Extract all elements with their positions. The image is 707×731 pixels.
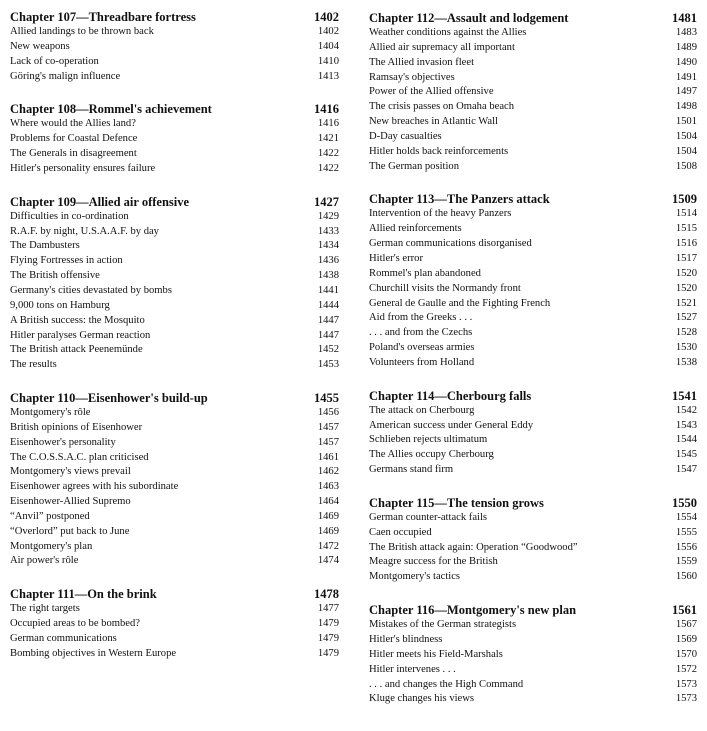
entry-title: Montgomery's rôle xyxy=(10,407,91,419)
entry-page-number: 1530 xyxy=(675,342,697,354)
entry-page-number: 1477 xyxy=(317,603,339,615)
entry-title: The results xyxy=(10,359,57,371)
chapter-title: Chapter 114—Cherbourg falls xyxy=(369,388,532,403)
entry-title: General de Gaulle and the Fighting French xyxy=(369,297,551,309)
entry-page-number: 1429 xyxy=(317,210,339,222)
toc-entry xyxy=(10,147,339,162)
entry-page-number: 1508 xyxy=(675,160,697,172)
entry-page-number: 1498 xyxy=(675,101,697,113)
toc-entry xyxy=(10,343,339,358)
chapter-heading xyxy=(10,102,339,117)
chapter-title: Chapter 109—Allied air offensive xyxy=(10,194,190,209)
chapter-heading xyxy=(369,192,697,207)
chapter-page-number: 1416 xyxy=(314,102,339,117)
toc-entry xyxy=(369,341,697,356)
entry-page-number: 1497 xyxy=(675,86,697,98)
entry-title: . . . and changes the High Command xyxy=(369,678,524,690)
toc-entry xyxy=(369,130,697,145)
entry-page-number: 1520 xyxy=(675,267,697,279)
entry-page-number: 1479 xyxy=(317,647,339,659)
entry-page-number: 1538 xyxy=(675,356,697,368)
entry-title: The Allies occupy Cherbourg xyxy=(369,449,494,461)
toc-entry xyxy=(10,495,339,510)
entry-page-number: 1489 xyxy=(675,41,697,53)
entry-page-number: 1504 xyxy=(675,130,697,142)
entry-page-number: 1515 xyxy=(675,223,697,235)
entry-page-number: 1422 xyxy=(317,148,339,160)
entry-page-number: 1521 xyxy=(675,297,697,309)
entry-title: Allied landings to be thrown back xyxy=(10,26,154,37)
toc-entry xyxy=(10,510,339,525)
entry-page-number: 1404 xyxy=(317,40,339,52)
toc-entry xyxy=(369,433,697,448)
toc-entry xyxy=(369,448,697,463)
entry-page-number: 1543 xyxy=(675,419,697,431)
toc-entry xyxy=(369,26,697,41)
toc-entry xyxy=(369,692,697,707)
entry-title: Caen occupied xyxy=(369,526,432,538)
toc-right-column xyxy=(369,0,697,725)
entry-title: Germany's cities devastated by bombs xyxy=(10,284,172,296)
entry-page-number: 1569 xyxy=(675,634,697,645)
chapter-block xyxy=(369,389,697,478)
toc-entry xyxy=(369,404,697,419)
entry-page-number: 1452 xyxy=(317,344,339,356)
toc-entry xyxy=(10,554,339,569)
entry-title: Where would the Allies land? xyxy=(10,118,136,130)
chapter-block xyxy=(10,195,339,373)
chapter-heading xyxy=(10,391,339,406)
chapter-block xyxy=(369,603,697,707)
toc-entry xyxy=(369,663,697,678)
chapter-heading xyxy=(369,389,697,404)
toc-entry xyxy=(369,618,697,633)
toc-entry xyxy=(369,237,697,252)
entry-title: Power of the Allied offensive xyxy=(369,86,494,98)
chapter-page-number: 1455 xyxy=(314,391,339,406)
chapter-title: Chapter 111—On the brink xyxy=(10,587,157,602)
entry-title: 9,000 tons on Hamburg xyxy=(10,299,110,311)
chapter-page-number: 1427 xyxy=(314,194,339,209)
entry-page-number: 1453 xyxy=(317,359,339,371)
entry-page-number: 1461 xyxy=(317,451,339,463)
entry-title: The right targets xyxy=(10,603,80,615)
entry-title: Schlieben rejects ultimatum xyxy=(369,434,488,446)
toc-entry xyxy=(10,40,339,55)
entry-page-number: 1554 xyxy=(675,511,697,523)
entry-title: “Anvil” postponed xyxy=(10,510,90,522)
toc-entry xyxy=(369,419,697,434)
entry-title: The C.O.S.S.A.C. plan criticised xyxy=(10,451,149,463)
entry-title: D-Day casualties xyxy=(369,130,442,142)
chapter-page-number: 1561 xyxy=(672,603,697,618)
toc-entry xyxy=(10,117,339,132)
entry-title: American success under General Eddy xyxy=(369,419,534,431)
toc-entry xyxy=(369,511,697,526)
toc-entry xyxy=(10,421,339,436)
entry-page-number: 1444 xyxy=(317,299,339,311)
entry-title: The Generals in disagreement xyxy=(10,148,137,160)
toc-entry xyxy=(10,254,339,269)
chapter-block xyxy=(369,192,697,370)
chapter-block xyxy=(10,391,339,569)
entry-title: Eisenhower agrees with his subordinate xyxy=(10,481,179,493)
toc-entry xyxy=(10,451,339,466)
toc-entry xyxy=(369,282,697,297)
entry-page-number: 1464 xyxy=(317,496,339,508)
toc-entry xyxy=(10,632,339,647)
toc-entry xyxy=(369,678,697,693)
entry-page-number: 1573 xyxy=(675,693,697,705)
entry-page-number: 1472 xyxy=(317,540,339,552)
entry-title: Churchill visits the Normandy front xyxy=(369,282,521,294)
chapter-block xyxy=(369,11,697,174)
entry-page-number: 1402 xyxy=(317,26,339,37)
entry-title: Bombing objectives in Western Europe xyxy=(10,647,177,659)
entry-page-number: 1422 xyxy=(317,162,339,174)
toc-entry xyxy=(10,617,339,632)
chapter-title: Chapter 108—Rommel's achievement xyxy=(10,102,212,117)
toc-entry xyxy=(369,570,697,585)
entry-page-number: 1469 xyxy=(317,525,339,537)
chapter-heading xyxy=(10,10,339,25)
entry-title: Göring's malign influence xyxy=(10,70,121,82)
chapter-heading xyxy=(369,603,697,618)
toc-entry xyxy=(10,70,339,85)
entry-title: Problems for Coastal Defence xyxy=(10,133,138,145)
toc-entry xyxy=(10,269,339,284)
entry-page-number: 1474 xyxy=(317,555,339,567)
entry-title: The Allied invasion fleet xyxy=(369,56,475,68)
toc-entry xyxy=(369,648,697,663)
entry-page-number: 1570 xyxy=(675,648,697,660)
entry-page-number: 1469 xyxy=(317,510,339,522)
entry-title: Montgomery's views prevail xyxy=(10,466,131,478)
toc-entry xyxy=(369,115,697,130)
entry-title: Ramsay's objectives xyxy=(369,71,455,83)
chapter-title: Chapter 115—The tension grows xyxy=(369,495,544,510)
chapter-page-number: 1541 xyxy=(672,388,697,403)
entry-page-number: 1441 xyxy=(317,284,339,296)
chapter-page-number: 1478 xyxy=(314,587,339,602)
toc-entry xyxy=(10,406,339,421)
chapter-heading xyxy=(10,195,339,210)
entry-page-number: 1567 xyxy=(675,619,697,631)
chapter-title: Chapter 113—The Panzers attack xyxy=(369,192,550,207)
toc-entry xyxy=(369,541,697,556)
entry-page-number: 1501 xyxy=(675,116,697,128)
toc-entry xyxy=(369,222,697,237)
entry-page-number: 1436 xyxy=(317,255,339,267)
chapter-heading xyxy=(369,11,697,26)
entry-page-number: 1457 xyxy=(317,421,339,433)
toc-entry xyxy=(369,207,697,222)
toc-entry xyxy=(369,326,697,341)
entry-title: A British success: the Mosquito xyxy=(10,314,145,326)
entry-page-number: 1483 xyxy=(675,27,697,38)
entry-title: Hitler meets his Field-Marshals xyxy=(369,648,503,660)
toc-entry xyxy=(369,160,697,175)
entry-page-number: 1528 xyxy=(675,327,697,339)
entry-page-number: 1438 xyxy=(317,270,339,282)
entry-page-number: 1520 xyxy=(675,282,697,294)
entry-title: New breaches in Atlantic Wall xyxy=(369,116,498,128)
chapter-page-number: 1550 xyxy=(672,495,697,510)
toc-entry xyxy=(10,210,339,225)
entry-page-number: 1462 xyxy=(317,466,339,478)
entry-page-number: 1544 xyxy=(675,434,697,446)
entry-title: Kluge changes his views xyxy=(369,693,475,705)
entry-page-number: 1556 xyxy=(675,541,697,553)
entry-page-number: 1560 xyxy=(675,571,697,583)
chapter-title: Chapter 110—Eisenhower's build-up xyxy=(10,391,208,406)
toc-entry xyxy=(369,56,697,71)
toc-entry xyxy=(10,602,339,617)
entry-page-number: 1447 xyxy=(317,329,339,341)
entry-page-number: 1491 xyxy=(675,71,697,83)
chapter-block xyxy=(369,496,697,585)
toc-entry xyxy=(10,329,339,344)
entry-title: British opinions of Eisenhower xyxy=(10,421,143,433)
toc-entry xyxy=(10,480,339,495)
entry-page-number: 1542 xyxy=(675,404,697,416)
entry-page-number: 1434 xyxy=(317,240,339,252)
entry-page-number: 1463 xyxy=(317,481,339,493)
entry-title: German counter-attack fails xyxy=(369,511,488,523)
entry-page-number: 1457 xyxy=(317,436,339,448)
entry-page-number: 1555 xyxy=(675,526,697,538)
chapter-block xyxy=(10,10,339,84)
entry-page-number: 1490 xyxy=(675,56,697,68)
entry-page-number: 1504 xyxy=(675,145,697,157)
toc-entry xyxy=(10,132,339,147)
entry-title: “Overlord” put back to June xyxy=(10,525,130,537)
toc-entry xyxy=(10,540,339,555)
toc-entry xyxy=(369,526,697,541)
entry-page-number: 1514 xyxy=(675,208,697,220)
chapter-block xyxy=(10,587,339,661)
entry-title: Weather conditions against the Allies xyxy=(369,27,527,38)
entry-page-number: 1573 xyxy=(675,678,697,690)
toc-left-column xyxy=(10,0,339,680)
entry-title: Difficulties in co-ordination xyxy=(10,210,129,222)
entry-title: Meagre success for the British xyxy=(369,556,498,568)
entry-title: Eisenhower-Allied Supremo xyxy=(10,496,131,508)
entry-title: The Dambusters xyxy=(10,240,80,252)
toc-entry xyxy=(10,239,339,254)
entry-title: The British attack again: Operation “Goodwood” xyxy=(369,541,578,553)
toc-entry xyxy=(10,525,339,540)
toc-entry xyxy=(369,41,697,56)
entry-page-number: 1517 xyxy=(675,252,697,264)
entry-title: Montgomery's plan xyxy=(10,540,93,552)
entry-page-number: 1545 xyxy=(675,449,697,461)
chapter-page-number: 1402 xyxy=(314,10,339,24)
entry-title: Aid from the Greeks . . . xyxy=(369,312,473,324)
entry-page-number: 1572 xyxy=(675,663,697,675)
toc-entry xyxy=(369,311,697,326)
entry-page-number: 1413 xyxy=(317,70,339,82)
entry-title: Rommel's plan abandoned xyxy=(369,267,481,279)
entry-page-number: 1447 xyxy=(317,314,339,326)
toc-entry xyxy=(10,299,339,314)
toc-entry xyxy=(10,358,339,373)
entry-title: The British attack Peenemünde xyxy=(10,344,143,356)
toc-entry xyxy=(369,555,697,570)
toc-entry xyxy=(369,71,697,86)
entry-title: Germans stand firm xyxy=(369,464,454,476)
toc-entry xyxy=(10,465,339,480)
toc-entry xyxy=(369,297,697,312)
toc-entry xyxy=(369,252,697,267)
entry-page-number: 1456 xyxy=(317,407,339,419)
entry-title: Volunteers from Holland xyxy=(369,356,475,368)
entry-title: Hitler holds back reinforcements xyxy=(369,145,509,157)
entry-page-number: 1559 xyxy=(675,556,697,568)
chapter-block xyxy=(10,102,339,176)
chapter-heading xyxy=(369,496,697,511)
toc-entry xyxy=(369,145,697,160)
entry-title: Allied reinforcements xyxy=(369,223,462,235)
entry-title: Intervention of the heavy Panzers xyxy=(369,208,512,220)
entry-title: . . . and from the Czechs xyxy=(369,327,473,339)
entry-title: German communications xyxy=(10,633,117,644)
entry-title: New weapons xyxy=(10,40,70,52)
entry-page-number: 1416 xyxy=(317,118,339,130)
toc-entry xyxy=(10,284,339,299)
chapter-heading xyxy=(10,587,339,602)
toc-entry xyxy=(10,314,339,329)
chapter-title: Chapter 116—Montgomery's new plan xyxy=(369,603,577,618)
toc-entry xyxy=(10,25,339,40)
entry-title: The German position xyxy=(369,160,460,172)
chapter-page-number: 1509 xyxy=(672,192,697,207)
entry-title: Hitler intervenes . . . xyxy=(369,663,456,675)
entry-title: Montgomery's tactics xyxy=(369,571,461,583)
toc-entry xyxy=(10,436,339,451)
entry-title: Mistakes of the German strategists xyxy=(369,619,517,631)
chapter-title: Chapter 107—Threadbare fortress xyxy=(10,10,196,24)
toc-entry xyxy=(10,225,339,240)
entry-page-number: 1479 xyxy=(317,618,339,630)
toc-entry xyxy=(369,100,697,115)
toc-entry xyxy=(369,85,697,100)
entry-title: Poland's overseas armies xyxy=(369,342,475,354)
chapter-title: Chapter 112—Assault and lodgement xyxy=(369,11,569,25)
toc-entry xyxy=(10,162,339,177)
entry-page-number: 1527 xyxy=(675,312,697,324)
chapter-page-number: 1481 xyxy=(672,11,697,25)
toc-entry xyxy=(369,267,697,282)
entry-page-number: 1421 xyxy=(317,133,339,145)
entry-page-number: 1479 xyxy=(317,633,339,644)
entry-title: Hitler paralyses German reaction xyxy=(10,329,151,341)
toc-entry xyxy=(369,463,697,478)
entry-title: The attack on Cherbourg xyxy=(369,404,475,416)
entry-title: The British offensive xyxy=(10,270,100,282)
entry-title: Lack of co-operation xyxy=(10,55,99,67)
entry-title: Air power's rôle xyxy=(10,555,79,567)
entry-page-number: 1433 xyxy=(317,225,339,237)
toc-entry xyxy=(10,55,339,70)
entry-title: Hitler's personality ensures failure xyxy=(10,162,156,174)
entry-page-number: 1410 xyxy=(317,55,339,67)
entry-title: Flying Fortresses in action xyxy=(10,255,123,267)
entry-page-number: 1516 xyxy=(675,238,697,250)
toc-entry xyxy=(369,356,697,371)
entry-title: Occupied areas to be bombed? xyxy=(10,618,141,630)
toc-entry xyxy=(369,633,697,648)
entry-page-number: 1547 xyxy=(675,464,697,476)
entry-title: Hitler's error xyxy=(369,252,423,264)
entry-title: Eisenhower's personality xyxy=(10,436,116,448)
entry-title: Hitler's blindness xyxy=(369,634,443,645)
entry-title: The crisis passes on Omaha beach xyxy=(369,101,515,113)
entry-title: Allied air supremacy all important xyxy=(369,41,515,53)
entry-title: German communications disorganised xyxy=(369,238,532,250)
toc-entry xyxy=(10,647,339,662)
entry-title: R.A.F. by night, U.S.A.A.F. by day xyxy=(10,225,159,237)
